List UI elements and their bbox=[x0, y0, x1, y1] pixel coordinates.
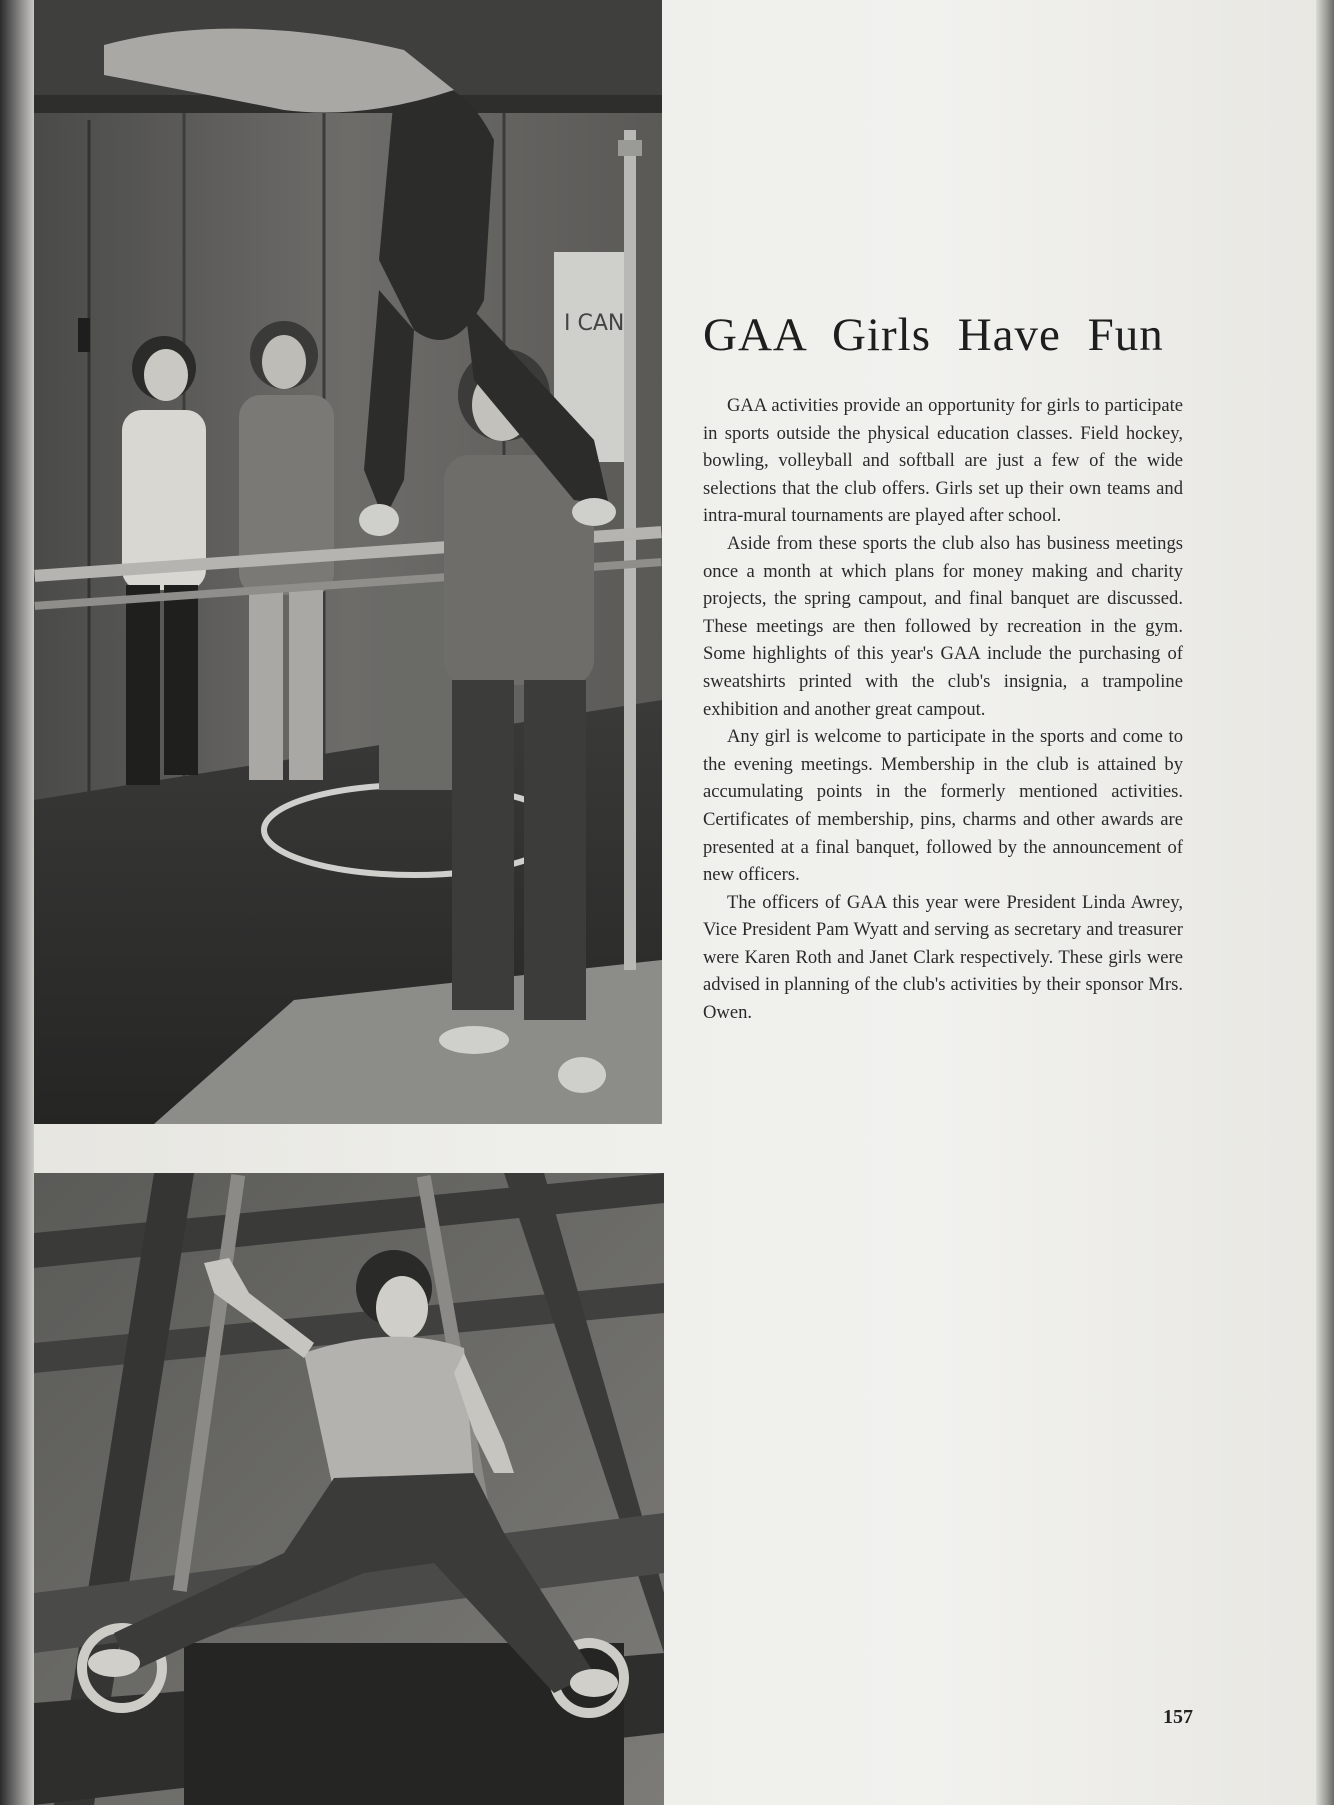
article-headline: GAA Girls Have Fun bbox=[703, 309, 1164, 361]
photo-parallel-bars bbox=[34, 0, 662, 1124]
article-paragraph: The officers of GAA this year were President Linda Awrey, Vice President Pam Wyatt and serving as secretary and treasurer were Karen Roth and Janet Clark respectively. These girls were advised in planning of the club's activities by their sponsor Mrs. Owen. bbox=[703, 891, 1183, 1024]
binding-edge bbox=[0, 0, 34, 1805]
page-edge bbox=[1316, 0, 1334, 1805]
rings-illustration bbox=[34, 1173, 664, 1805]
page-number: 157 bbox=[1163, 1706, 1193, 1728]
parallel-bars-illustration bbox=[34, 0, 662, 1124]
article-paragraph: Any girl is welcome to participate in the sports and come to the evening meetings. Membership in the club is attained by accumulating points in the formerly mentioned activities. Certificates of membership, pins, charms and other awards are presented at a final banquet, followed by the announcement of new officers. bbox=[703, 726, 1183, 886]
article-paragraph: Aside from these sports the club also has business meetings once a month at which plans for money making and charity projects, the spring campout, and final banquet are discussed. These meetings are then followed by recreation in the gym. Some highlights of this year's GAA include the purchasing of sweatshirts printed with the club's insignia, a trampoline exhibition and another great campout. bbox=[703, 532, 1183, 720]
photo-rings bbox=[34, 1173, 664, 1805]
article-paragraph: GAA activities provide an opportunity for girls to participate in sports outside the physical education classes. Field hockey, bowling, volleyball and softball are just a few of the wide selections that the club offers. Girls set up their own teams and intra-mural tournaments are played after school. bbox=[703, 395, 1183, 527]
article bbox=[703, 308, 1183, 1027]
wall-sign-text: I CAN bbox=[564, 311, 625, 336]
